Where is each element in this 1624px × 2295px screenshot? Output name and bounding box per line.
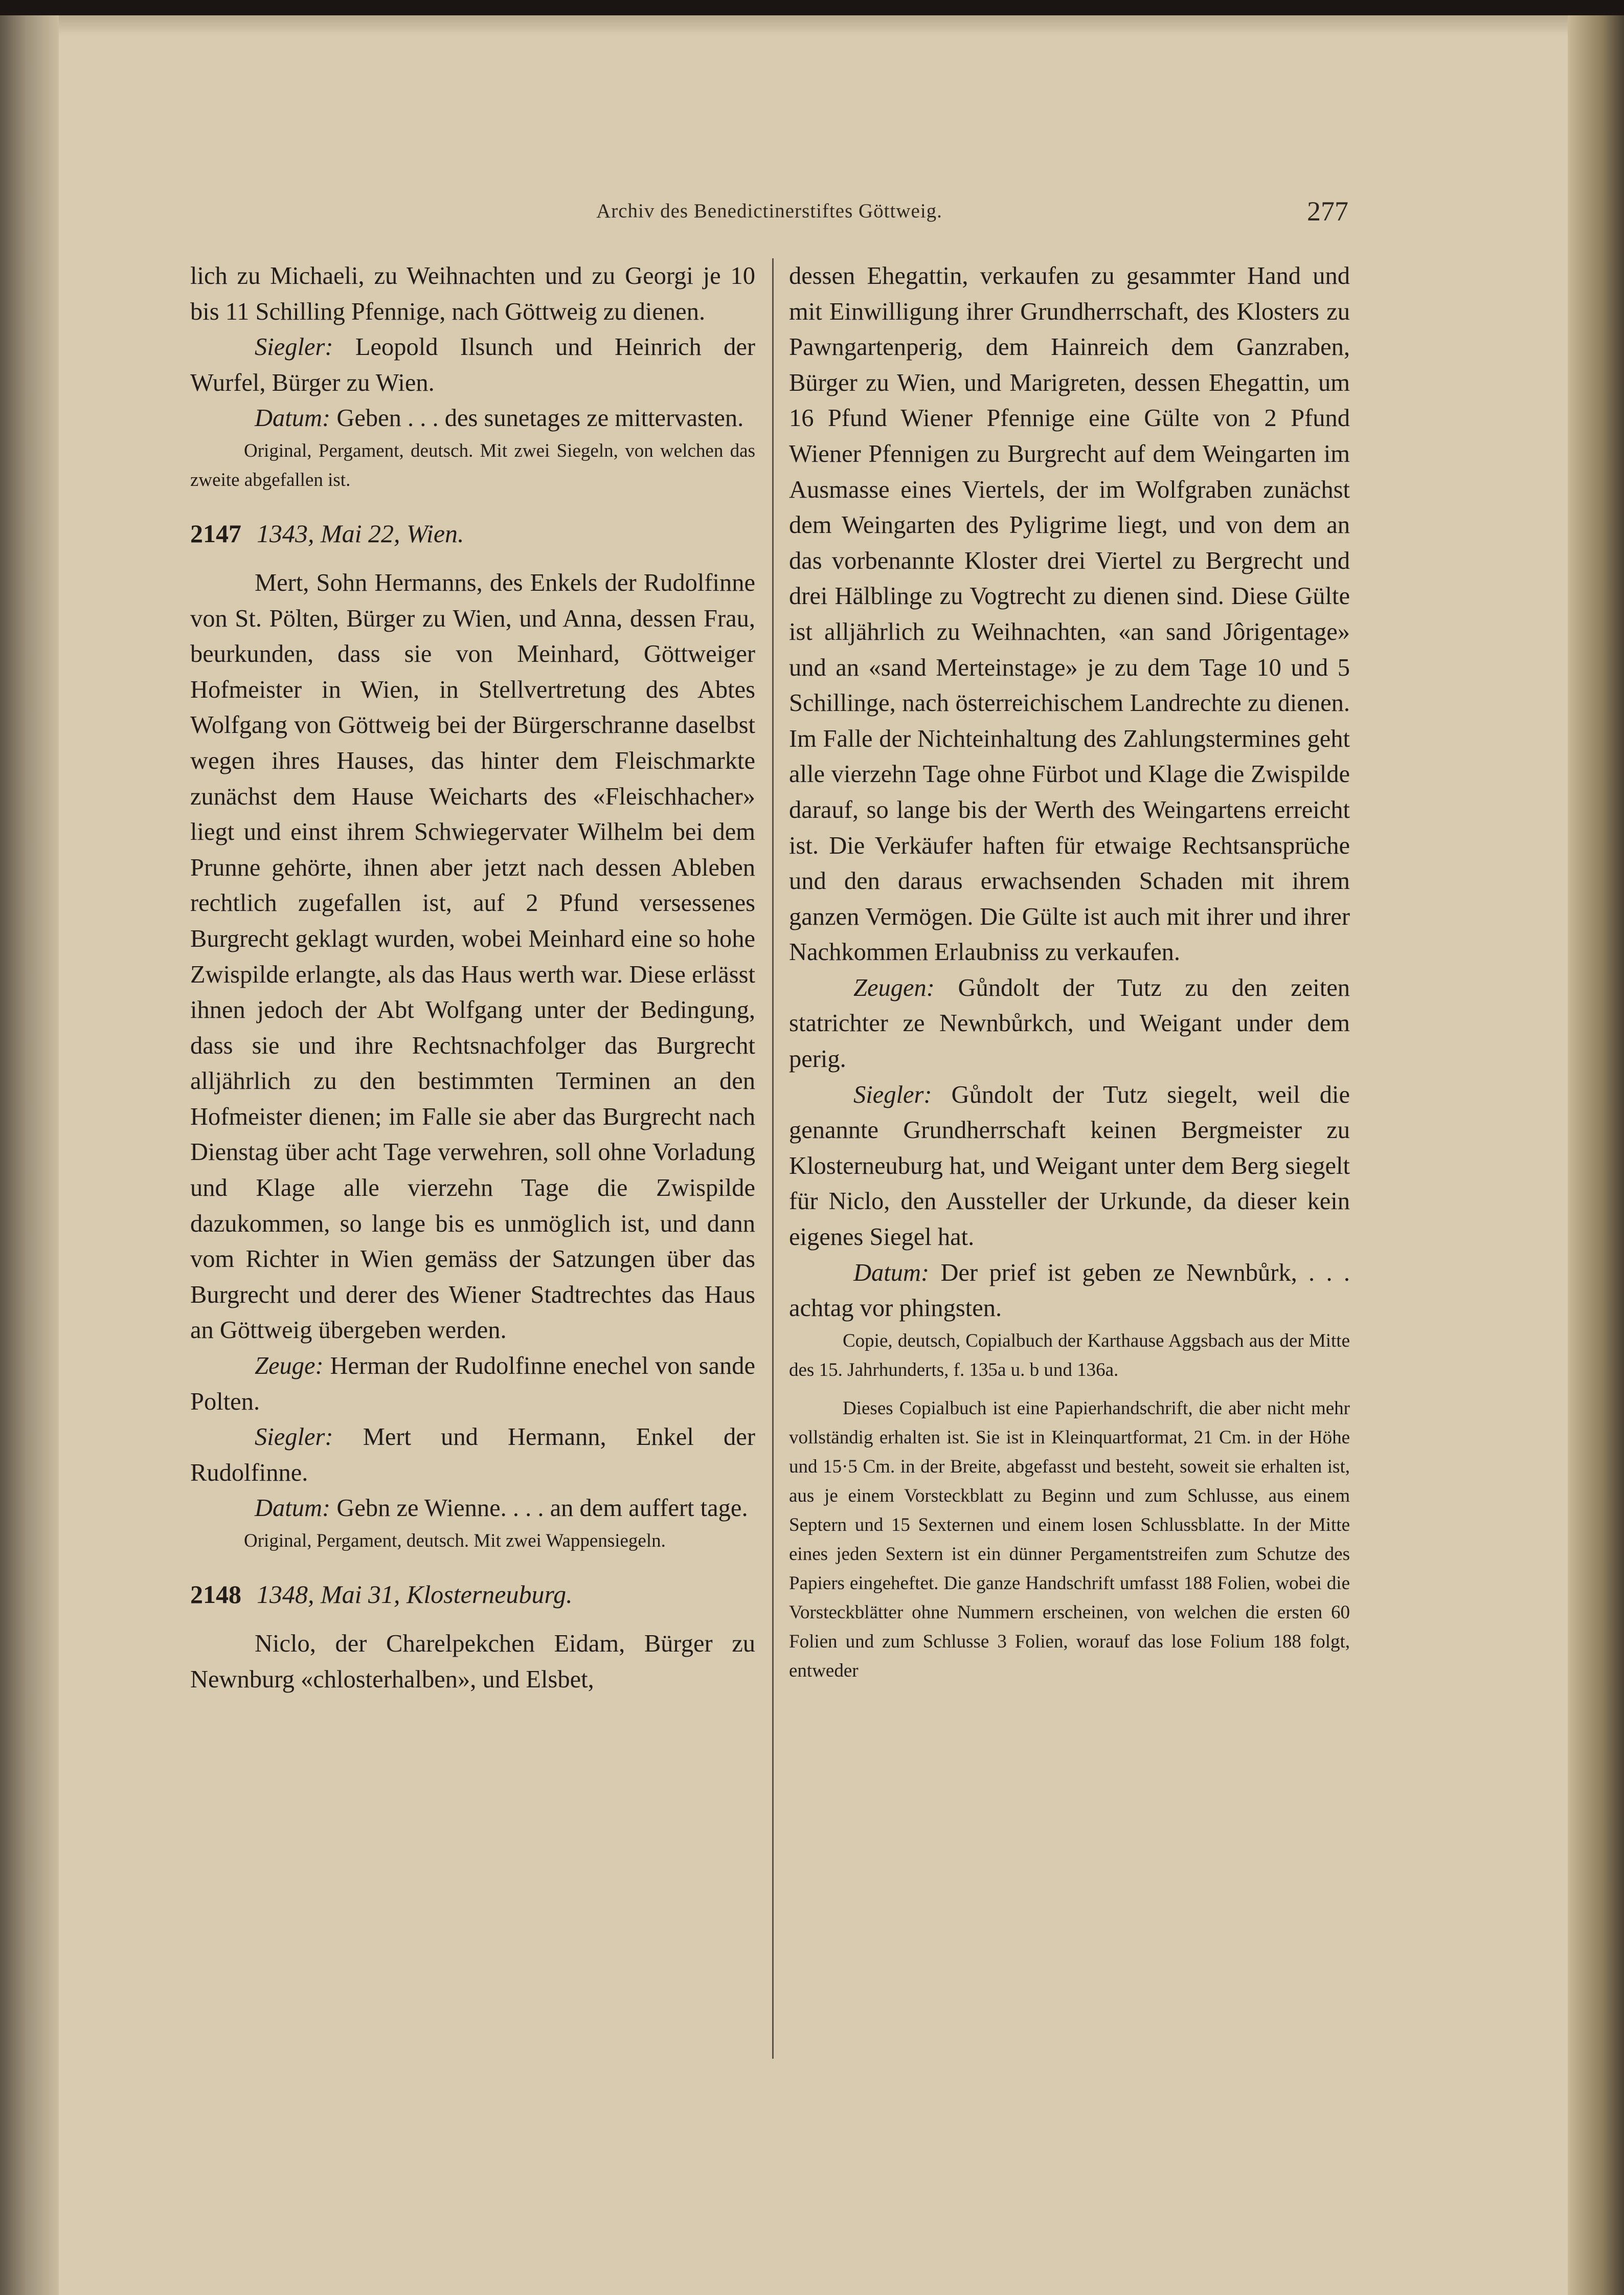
source-note: Original, Pergament, deutsch. Mit zwei Wappensiegeln. xyxy=(244,1530,666,1551)
entry-number: 2148 xyxy=(190,1580,241,1609)
regest-paragraph: Mert, Sohn Hermanns, des Enkels der Rudolfinne von St. Pölten, Bürger zu Wien, und Anna, dessen Frau, beurkunden, dass sie von Meinhard, Göttweiger Hofmeister in Wien, in Stellvertretung des Abtes Wolfgang von Göttweig bei der Bürgerschranne daselbst wegen ihres Hauses, das hinter dem Fleischmarkte zunächst dem Hause Weicharts des «Fleischhacher» liegt und einst ihrem Schwiegervater Wilhelm bei dem Prunne gehörte, ihnen aber jetzt nach dessen Ableben rechtlich zugefallen ist, auf 2 Pfund versessenes Burgrecht geklagt wurden, wobei Meinhard eine so hohe Zwispilde erlangte, als das Haus werth war. Diese erlässt ihnen jedoch der Abt Wolfgang unter der Bedingung, dass sie und ihre Rechtsnachfolger das Burgrecht alljährlich zu den bestimmten Terminen an den Hofmeister dienen; im Falle sie aber das Burgrecht nach Dienstag über acht Tage verwehren, soll ohne Vorladung und Klage alle vierzehn Tage die Zwispilde dazukommen, so lange bis es unmöglich ist, und dann vom Richter in Wien gemäss der Satzungen über das Burgrecht und derer des Wiener Stadtrechtes das Haus an Göttweig übergeben werden. xyxy=(190,569,755,1344)
entry-heading-2147 xyxy=(190,515,755,552)
regest-paragraph: dessen Ehegattin, verkaufen zu gesammter Hand und mit Einwilligung ihrer Grundherrschaft, des Klosters zu Pawngartenperig, dem Hainreich dem Ganzraben, Bürger zu Wien, und Marigreten, dessen Ehegattin, um 16 Pfund Wiener Pfennige eine Gülte von 2 Pfund Wiener Pfennigen zu Burgrecht auf dem Weingarten im Ausmasse eines Viertels, der im Wolfgraben zunächst dem Weingarten des Pyligrime liegt, und von dem an das vorbenannte Kloster drei Viertel zu Bergrecht und drei Hälblinge zu Vogtrecht zu dienen sind. Diese Gülte ist alljährlich zu Weihnachten, «an sand Jôrigentage» und an «sand Merteinstage» je zu dem Tage 10 und 5 Schillinge, nach österreichischem Landrechte zu dienen. Im Falle der Nichteinhaltung des Zahlungstermines geht alle vierzehn Tage ohne Fürbot und Klage die Zwispilde darauf, so lange bis der Werth des Weingartens erreicht ist. Die Verkäufer haften für etwaige Rechtsansprüche und den daraus erwachsenden Schaden mit ihrem ganzen Vermögen. Die Gülte ist auch mit ihrer und ihrer Nachkommen Erlaubniss zu verkaufen. xyxy=(789,262,1350,966)
spacer xyxy=(789,1385,1350,1394)
siegler-paragraph xyxy=(789,1077,1350,1255)
page-number: 277 xyxy=(1307,196,1348,227)
siegler-text: Leopold Ilsunch und Heinrich der Wurfel, Bürger zu Wien. xyxy=(190,333,755,396)
siegler-text: Gůndolt der Tutz siegelt, weil die genannte Grundherrschaft keinen Bergmeister zu Klosterneuburg hat, und Weigant unter dem Berg siegelt für Niclo, den Aussteller der Urkunde, da dieser kein eigenes Siegel hat. xyxy=(789,1081,1350,1251)
zeuge-label: Zeuge: xyxy=(255,1352,324,1380)
page-header xyxy=(190,189,1348,230)
datum-label: Datum: xyxy=(255,1495,331,1522)
datum-label: Datum: xyxy=(853,1259,930,1286)
siegler-label: Siegler: xyxy=(255,1423,333,1451)
left-column xyxy=(190,258,755,1697)
source-note: Copie, deutsch, Copialbuch der Karthause Aggsbach aus der Mitte des 15. Jahrhunderts, f. 135a u. b und 136a. xyxy=(789,1330,1350,1380)
binding-gutter xyxy=(0,15,59,2295)
page-top-shadow xyxy=(0,15,1624,36)
source-note: Original, Pergament, deutsch. Mit zwei Siegeln, von welchen das zweite abgefallen ist. xyxy=(190,440,755,491)
datum-text: Gebn ze Wienne. . . . an dem auffert tage. xyxy=(330,1495,748,1522)
zeuge-paragraph xyxy=(190,1348,755,1419)
page-fore-edge xyxy=(1568,15,1624,2295)
running-title: Archiv des Benedictinerstiftes Göttweig. xyxy=(596,200,942,222)
datum-text: Der prief ist geben ze Newnbůrk, . . . achtag vor phingsten. xyxy=(789,1259,1350,1322)
zeugen-label: Zeugen: xyxy=(853,974,935,1001)
entry-date: 1343, Mai 22, Wien. xyxy=(257,519,464,548)
right-column xyxy=(789,258,1350,1685)
siegler-label: Siegler: xyxy=(255,333,333,361)
paragraph: lich zu Michaeli, zu Weihnachten und zu Georgi je 10 bis 11 Schilling Pfennige, nach Göttweig zu dienen. xyxy=(190,262,755,325)
siegler-paragraph xyxy=(190,329,755,400)
datum-paragraph xyxy=(190,1490,755,1526)
entry-date: 1348, Mai 31, Klosterneuburg. xyxy=(257,1580,573,1609)
siegler-label: Siegler: xyxy=(853,1081,932,1108)
manuscript-note: Dieses Copialbuch ist eine Papierhandschrift, die aber nicht mehr vollständig erhalten ist. Sie ist in Kleinquartformat, 21 Cm. in der Höhe und 15·5 Cm. in der Breite, abgefasst und besteht, soweit sie erhalten ist, aus je einem Vorsteckblatt zu Beginn und zum Schlusse, aus einem Septern und 15 Sexternen und einem losen Schlussblatte. In der Mitte eines jeden Sextern ist ein dünner Pergamentstreifen zum Schutze des Papiers eingeheftet. Die ganze Handschrift umfasst 188 Folien, wobei die Vorsteckblätter ohne Nummern erscheinen, von welchen die ersten 60 Folien und zum Schlusse 3 Folien, worauf das lose Folium 188 folgt, entweder xyxy=(789,1397,1350,1681)
datum-label: Datum: xyxy=(255,405,331,432)
datum-text: Geben . . . des sunetages ze mittervasten. xyxy=(330,405,744,432)
entry-number: 2147 xyxy=(190,519,241,548)
datum-paragraph xyxy=(789,1255,1350,1326)
column-divider xyxy=(772,258,774,2059)
entry-heading-2148 xyxy=(190,1576,755,1613)
siegler-text: Mert und Hermann, Enkel der Rudolfinne. xyxy=(190,1423,755,1486)
zeugen-text: Gůndolt der Tutz zu den zeiten statrichter ze Newnbůrkch, und Weigant under dem perig. xyxy=(789,974,1350,1073)
zeugen-paragraph xyxy=(789,970,1350,1077)
siegler-paragraph xyxy=(190,1419,755,1490)
regest-paragraph: Niclo, der Charelpekchen Eidam, Bürger zu Newnburg «chlosterhalben», und Elsbet, xyxy=(190,1630,755,1693)
datum-paragraph xyxy=(190,400,755,436)
zeuge-text: Herman der Rudolfinne enechel von sande Polten. xyxy=(190,1352,755,1415)
